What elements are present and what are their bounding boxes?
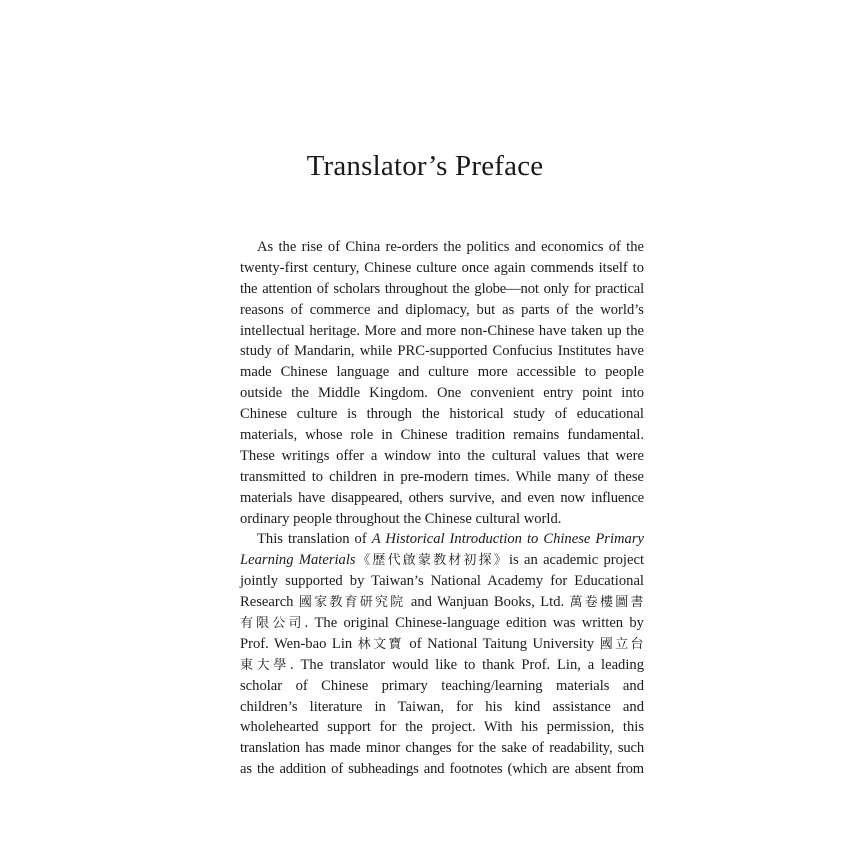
chinese-name: 萬卷樓圖書 [569,595,644,611]
text-line: Chinese culture is through the historical study of educational [240,406,644,423]
book-title-italic: Learning Materials [240,552,356,569]
chinese-title: 《歷代啟蒙教材初探》 [355,553,509,569]
text-line: made Chinese language and culture more accessible to people [240,364,644,381]
text-line: study of Mandarin, while PRC-supported Confucius Institutes have [240,343,644,360]
chinese-name: 國立台 [599,636,644,652]
text-line: jointly supported by Taiwan’s National Academy for Educational [240,573,644,590]
text-line: wholehearted support for the project. With his permission, this [240,719,644,736]
text-line: ordinary people throughout the Chinese cultural world. [240,510,562,527]
text-line: 有限公司. The original Chinese-language edition was written by [240,615,644,632]
text-line: children’s literature in Taiwan, for his kind assistance and [240,698,644,715]
text-line: intellectual heritage. More and more non-Chinese have taken up the [240,322,644,339]
text-line: Learning Materials《歷代啟蒙教材初探》is an academic project [240,552,644,569]
text-line: Prof. Wen-bao Lin 林文寶 of National Taitung University 國立台 [240,635,644,652]
text-line: materials, whose role in Chinese tradition remains fundamental. [240,427,644,444]
chinese-name: 東大學 [240,657,291,673]
text-line: reasons of commerce and diplomacy, but as parts of the world’s [240,301,644,318]
text-line: transmitted to children in pre-modern times. While many of these [240,468,644,485]
chinese-name: 有限公司 [240,616,305,632]
paragraph-1 [240,237,644,529]
text-line: as the addition of subheadings and footnotes (which are absent from [240,761,644,778]
text-line: 東大學. The translator would like to thank Prof. Lin, a leading [240,656,644,673]
text-line: As the rise of China re-orders the politics and economics of the [257,239,644,255]
paragraph-2 [240,529,644,780]
page-title: Translator’s Preface [306,150,544,182]
text-line: scholar of Chinese primary teaching/learning materials and [240,677,644,694]
text-line: Research 國家教育研究院 and Wanjuan Books, Ltd. 萬卷樓圖書 [240,594,644,611]
text-line: twenty-first century, Chinese culture once again commends itself to [240,259,644,276]
book-title-italic: A Historical Introduction to Chinese Primary [371,531,644,548]
text-line: materials have disappeared, others survive, and even now influence [240,489,644,506]
chinese-name: 國家教育研究院 [298,595,406,611]
preface-body [240,237,644,780]
chinese-name: 林文寶 [357,636,404,652]
text-line: These writings offer a window into the cultural values that were [240,447,644,464]
text-line: This translation of A Historical Introduction to Chinese Primary [257,531,644,548]
text-line: outside the Middle Kingdom. One convenient entry point into [240,385,644,402]
text-line: the attention of scholars throughout the globe—not only for practical [240,280,644,297]
text-line: translation has made minor changes for the sake of readability, such [240,740,644,757]
